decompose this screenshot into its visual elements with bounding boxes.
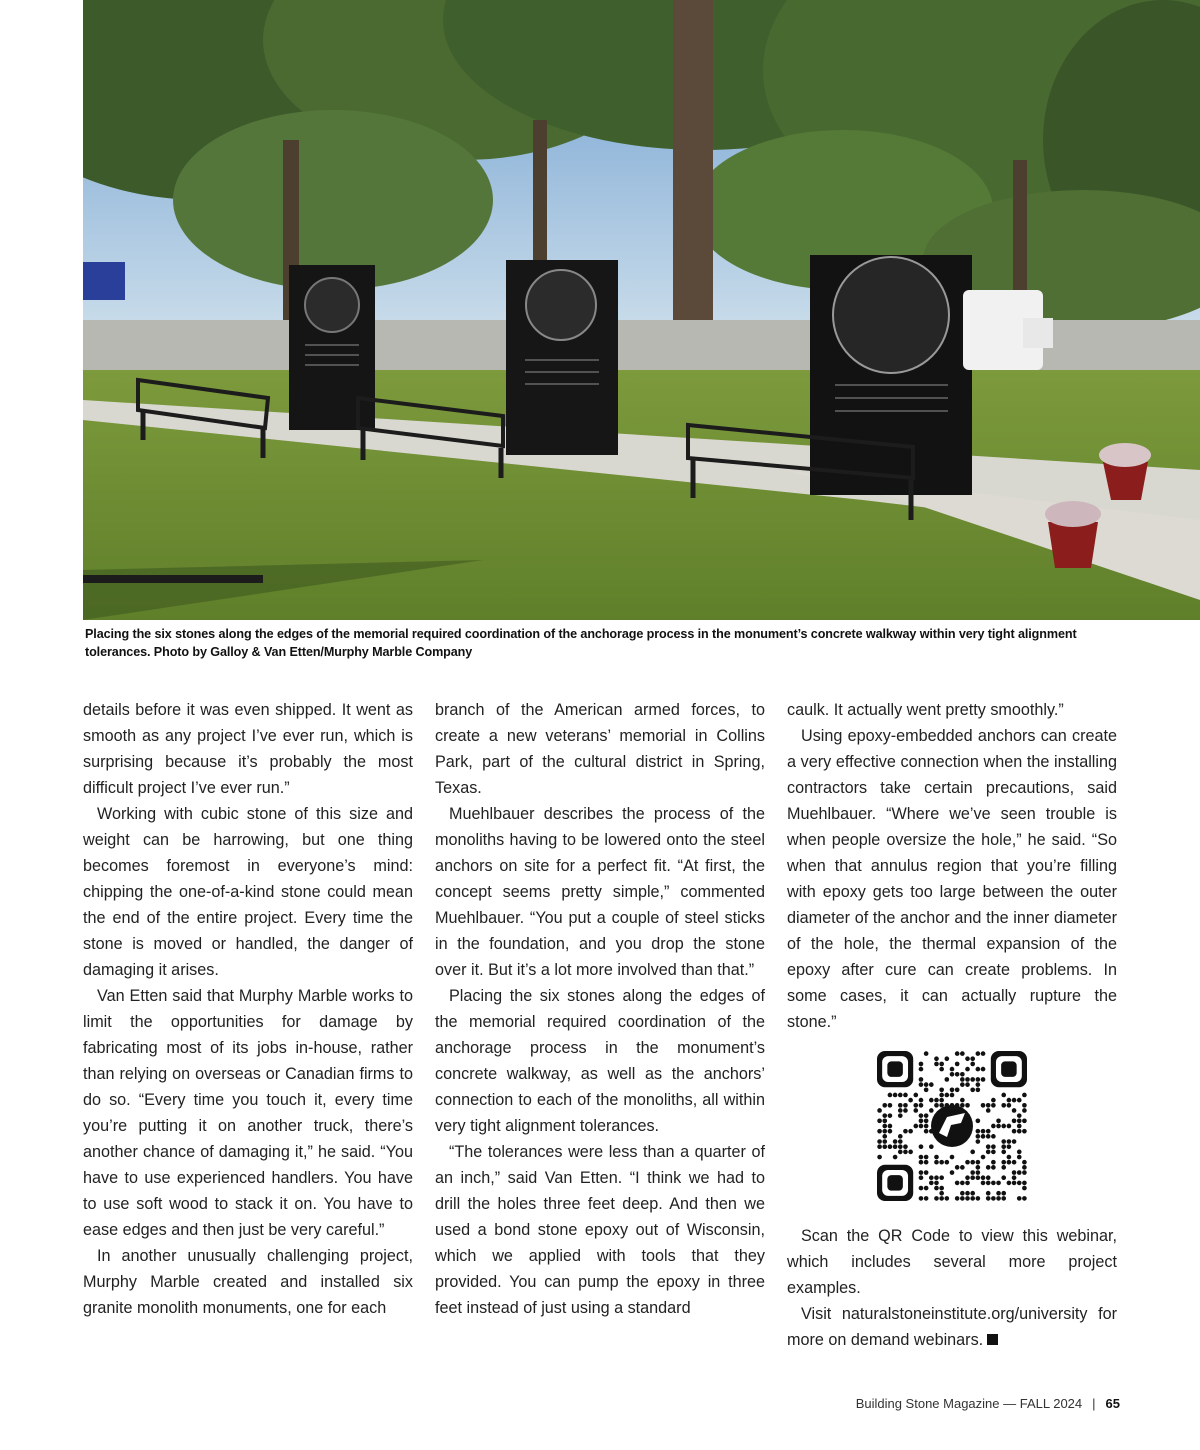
memorial-photo [83, 0, 1200, 620]
photo-caption: Placing the six stones along the edges of the memorial required coordination of the anchorage process in the monument’s concrete walkway within very tight alignment tolerances. Photo by Galloy & Van Etten/Murphy Marble Company [85, 627, 1077, 659]
paragraph [787, 1301, 1117, 1353]
qr-code-graphic [877, 1051, 1027, 1201]
page-number: 65 [1105, 1396, 1120, 1411]
paragraph: caulk. It actually went pretty smoothly.” [787, 701, 1064, 719]
paragraph: Van Etten said that Murphy Marble works to limit the opportunities for damage by fabricating most of its jobs in-house, rather than relying on overseas or Canadian firms to do so. “Every time you touch it, every time you’re putting it on another truck, there’s another chance of damaging it,” he said. “You have to use experienced handlers. You have to use soft wood to stack it on. You have to ease edges and then just be very careful.” [83, 987, 413, 1239]
paragraph: details before it was even shipped. It went as smooth as any project I’ve ever run, which is surprising because it’s probably the most difficult project I’ve ever run.” [83, 701, 413, 797]
article-column-3 [787, 697, 1117, 1353]
qr-code-icon[interactable] [877, 1051, 1027, 1201]
paragraph: Scan the QR Code to view this webinar, which includes several more project examples. [787, 1227, 1117, 1297]
paragraph: “The tolerances were less than a quarter of an inch,” said Van Etten. “I think we had to drill the holes three feet deep. And then we used a bond stone epoxy out of Wisconsin, which we applied with tools that they provided. You can pump the epoxy in three feet instead of just using a standard [435, 1143, 765, 1317]
paragraph: In another unusually challenging project, Murphy Marble created and installed six granite monolith monuments, one for each [83, 1247, 413, 1317]
paragraph: branch of the American armed forces, to create a new veterans’ memorial in Collins Park, part of the cultural district in Spring, Texas. [435, 701, 765, 797]
paragraph: Placing the six stones along the edges of the memorial required coordination of the anchorage process in the monument’s concrete walkway, as well as the anchors’ connection to each of the monoliths, all within very tight alignment tolerances. [435, 987, 765, 1135]
article-column-1 [83, 697, 413, 1321]
publication-name: Building Stone Magazine — FALL 2024 [855, 1396, 1083, 1411]
webinar-link-text[interactable]: Visit naturalstoneinstitute.org/university for more on demand webinars. [787, 1305, 1117, 1349]
paragraph: Muehlbauer describes the process of the monoliths having to be lowered onto the steel anchors on site for a perfect fit. “At first, the concept seems pretty simple,” commented Muehlbauer. “You put a couple of steel sticks in the foundation, and you drop the stone over it. But it’s a lot more involved than that.” [435, 805, 765, 979]
paragraph: Working with cubic stone of this size and weight can be harrowing, but one thing becomes foremost in everyone’s mind: chipping the one-of-a-kind stone could mean the end of the entire project. Every time the stone is moved or handled, the danger of damaging it arises. [83, 805, 413, 979]
paragraph: Using epoxy-embedded anchors can create a very effective connection when the installing contractors take certain precautions, said Muehlbauer. “Where we’ve seen trouble is when people oversize the hole,” he said. “So when that annulus region that you’re filling with epoxy gets too large between the outer diameter of the anchor and the inner diameter of the hole, the thermal expansion of the epoxy after cure can create problems. In some cases, it can actually rupture the stone.” [787, 727, 1117, 1031]
end-mark-icon [987, 1334, 998, 1345]
footer-separator: | [1092, 1396, 1096, 1411]
memorial-photo-illustration [83, 0, 1200, 620]
article-column-2 [435, 697, 765, 1321]
page-footer [856, 1396, 1120, 1411]
